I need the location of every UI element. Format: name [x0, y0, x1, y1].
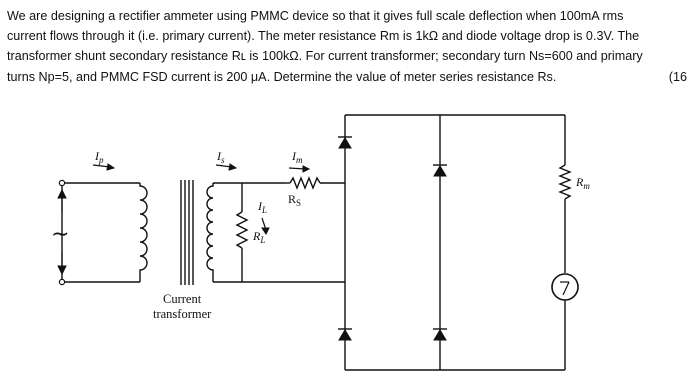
transformer-label-line2: transformer — [153, 307, 212, 321]
load-current-label: $I_L$ — [258, 199, 268, 215]
problem-line-3: transformer shunt secondary resistance Rʟ is 100kΩ. For current transformer; secondary turn Ns=600 and primary — [7, 49, 643, 64]
ac-source-symbol: ∼ — [51, 222, 70, 247]
diode-top-middle — [433, 165, 447, 176]
meter-current-label: $I_m$ — [292, 149, 303, 165]
pmmc-meter — [552, 274, 578, 300]
primary-circuit — [51, 149, 140, 285]
diode-top-left — [338, 137, 352, 148]
series-resistance-label: $R_S$ — [288, 192, 302, 208]
shunt-resistance-label: $R_L$ — [253, 229, 266, 245]
diode-bottom-middle — [433, 329, 447, 340]
series-resistor-rs — [285, 149, 345, 208]
secondary-circuit — [213, 149, 345, 282]
meter-resistance-label: $R_m$ — [576, 175, 590, 191]
meter-branch — [552, 115, 590, 370]
diode-bottom-left — [338, 329, 352, 340]
primary-current-label: $I_p$ — [95, 149, 104, 165]
marks-label: (16 — [668, 69, 687, 84]
problem-line-4-text: turns Np=5, and PMMC FSD current is 200 μA. Determine the value of meter series resistance Rs. — [7, 69, 557, 84]
current-transformer — [140, 180, 213, 321]
bridge-rectifier — [338, 115, 565, 370]
problem-line-2: current flows through it (i.e. primary current). The meter resistance Rm is 1kΩ and diode voltage drop is 0.3V. The — [7, 29, 640, 44]
transformer-label-line1: Current — [163, 292, 202, 306]
secondary-current-label: $I_s$ — [217, 149, 225, 165]
problem-line-1: We are designing a rectifier ammeter using PMMC device so that it gives full scale deflection when 100mA rms — [7, 9, 624, 23]
